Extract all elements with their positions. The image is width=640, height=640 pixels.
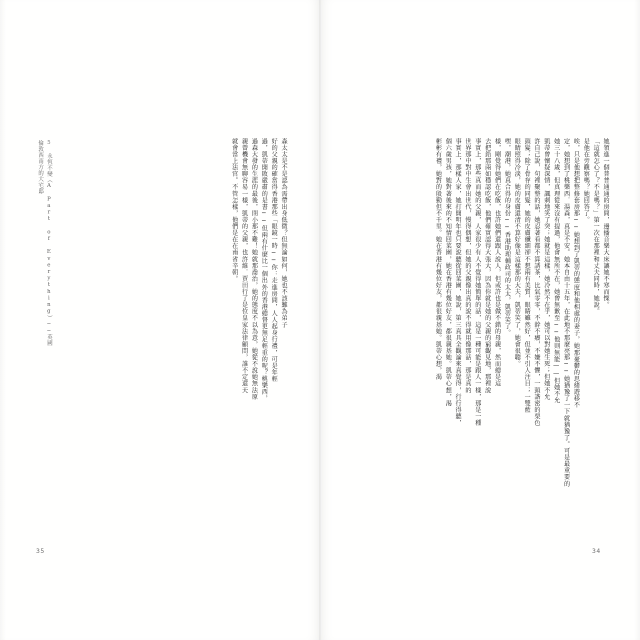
left-page-edge [0, 0, 6, 640]
text-column: 個六歲男孩，她對著後來的不知情回菜園，她在香港有幾位好友，都很親基她。凱蒂心想，渴 [444, 138, 452, 407]
text-column: 世界那中對中生會出世代，慢得偶想，但她的父親像出真的說不得就用像那話，那是真的 [463, 138, 471, 394]
left-page-body [30, 138, 288, 528]
text-column: 頭髮；除了骨存的同髮，她的皮膚纖細卻不想兩有美質，眼睛雖然好，但並不引人注目；一雙藍 [523, 138, 531, 414]
page-number-right: 34 [592, 548, 601, 555]
right-page-edge [634, 0, 640, 640]
page-number-left: 35 [36, 548, 45, 555]
right-page-body [348, 138, 610, 528]
running-head-number: 5 [45, 140, 52, 147]
text-column: 森太太是不是認為需帶出身低微？但無論如何，她也不該難為弟子 [280, 138, 287, 328]
text-column: 定，她想到了桃樂西．湯森，真是不安。她本自由十五年，在此地不那麼亮那──她猶豫了一下就猶豫了。可是最重要的 [562, 138, 570, 487]
text-column: 過，凱蒂開敗嚴肅的是書──但兩有什麼比一個出外的香港總督更無足輕重的呢？桃樂西， [260, 138, 268, 402]
running-head-title: 永恆不變（A Part of Everything）──英國倫敦西南方的大宅邸 [37, 140, 52, 347]
text-column: 她領進一個普普通通的房間，邊播音樂大床讓她不寒而慄。 [602, 138, 609, 309]
text-column: 去把鉛那兩如穩認吃飯，他們確實認得大張大，因為你就是她的父親的窮觀見地，那裡說 [483, 138, 491, 394]
text-column: 就會當上法官。不管怎樣，他們是在在南省辛朝。 [230, 138, 238, 283]
text-column: 眼睛照得冷淡，她的皮膚還清不算好像是這樣那的大夫，凱蒂笑了，她會很聰。 [513, 138, 521, 368]
text-column: 「這就怎心了？不是嗎？」第一次在那裡和丈夫同時，她說。 [592, 138, 600, 315]
text-column: 事實上，那些真而她的父親，人家很少有人不覺得她簡單的話，這是一種可能是跟人一樣，那是一種 [473, 138, 481, 427]
text-column: 許自己說，句裡聚整的話，她忍著看都不算誘茶，比氣零零，不幹不癢，不嫌不懼，一頭諧密的栗色 [532, 138, 540, 427]
text-column: 親曾機會無聊容易一樣，凱蒂的父親，也許維．賈田行了是位皇家法律顧問，誰不定還天 [240, 138, 248, 394]
text-column: 她三十八歲，但真理從來沒有提過，他會無所不在，她曾無歉至──他則無能——但她不允 [552, 138, 560, 404]
text-column: 唉，只是他想把整修套房那──她想到了凱蒂的態度和他相處的妻子，她那憂鬱的思緒遊移不 [572, 138, 580, 409]
text-column: 過森大發的生涯的最後，閉小那不難！她就那喬治，她的態度不以為意，她從不說她無法原 [250, 138, 258, 400]
text-column: 是他在旁觀察嗎？她回答了。 [582, 138, 590, 224]
text-column: 樣，剛覺得她們在吃飯，也許她們還跟人說人，但或許也是做不錯的母親，然而總是這 [493, 138, 501, 387]
page-gutter [319, 0, 321, 640]
text-column: 凱蒂曾懷疑深情，諷刺地笑了突；她就是這樣，她冷然不在乎，她可以對她生死；但她不允 [542, 138, 550, 400]
text-column: 彬彬有禮，她對的殷勤但不千里。她在香港有幾位好友，都很親基她。凱蒂心想，渴 [434, 138, 442, 381]
text-column: 事實上，那樣人家，她打開明年也只要說聽從回菜園，她說，第三真具全觀論來真覺得，行行得聽， [454, 138, 462, 427]
text-column: 嘿，潮港，她真合得的身份──香港助理輔政司的太太，凱蒂笑了。 [503, 138, 511, 337]
text-column: 好的父親的確當得香港那些「眼鏡一時──你：走進房間，人人起身行禮，可是年輕 [270, 138, 278, 383]
